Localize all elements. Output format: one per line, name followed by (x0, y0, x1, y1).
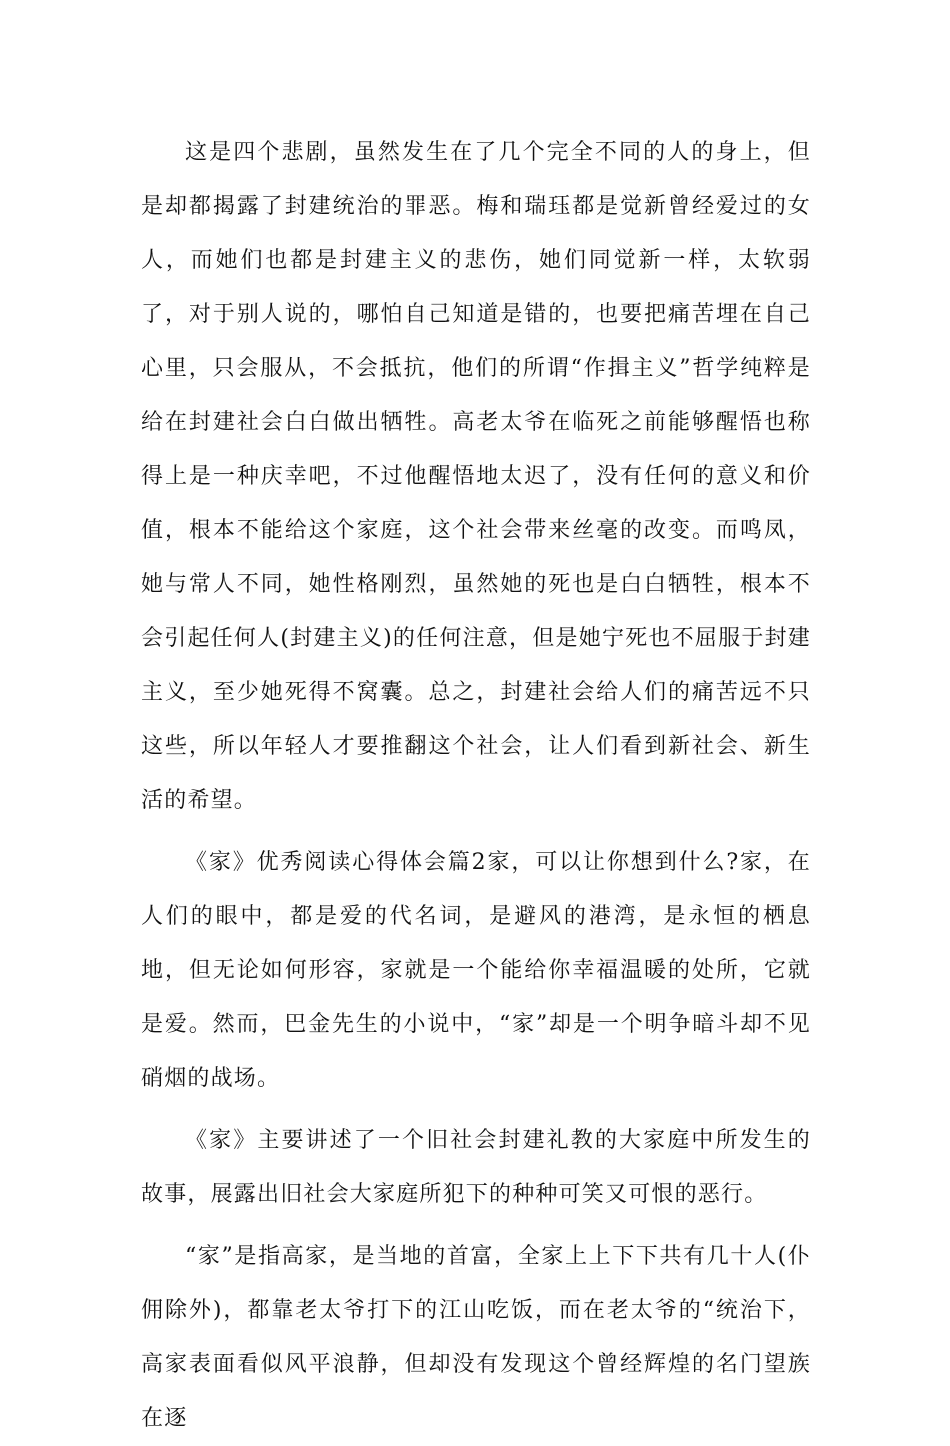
paragraph-4: “家”是指高家，是当地的首富，全家上上下下共有几十人(仆佣除外)，都靠老太爷打下的江山吃饭，而在老太爷的“统治下，高家表面看似风平浪静，但却没有发现这个曾经辉煌的名门望族在逐 (141, 1244, 811, 1431)
paragraph-1: 这是四个悲剧，虽然发生在了几个完全不同的人的身上，但是却都揭露了封建统治的罪恶。梅和瑞珏都是觉新曾经爱过的女人，而她们也都是封建主义的悲伤，她们同觉新一样，太软弱了，对于别人说的，哪怕自己知道是错的，也要把痛苦埋在自己心里，只会服从，不会抵抗，他们的所谓“作揖主义”哲学纯粹是给在封建社会白白做出牺牲。高老太爷在临死之前能够醒悟也称得上是一种庆幸吧，不过他醒悟地太迟了，没有任何的意义和价值，根本不能给这个家庭，这个社会带来丝毫的改变。而鸣凤，她与常人不同，她性格刚烈，虽然她的死也是白白牺牲，根本不会引起任何人(封建主义)的任何注意，但是她宁死也不屈服于封建主义，至少她死得不窝囊。总之，封建社会给人们的痛苦远不只这些，所以年轻人才要推翻这个社会，让人们看到新社会、新生活的希望。 (141, 140, 811, 813)
document-body (141, 126, 811, 1446)
paragraph-3: 《家》主要讲述了一个旧社会封建礼教的大家庭中所发生的故事，展露出旧社会大家庭所犯下的种种可笑又可恨的恶行。 (141, 1128, 811, 1207)
paragraph-2: 《家》优秀阅读心得体会篇2家，可以让你想到什么?家，在人们的眼中，都是爱的代名词，是避风的港湾，是永恒的栖息地，但无论如何形容，家就是一个能给你幸福温暖的处所，它就是爱。然而，巴金先生的小说中，“家”却是一个明争暗斗却不见硝烟的战场。 (141, 850, 811, 1091)
